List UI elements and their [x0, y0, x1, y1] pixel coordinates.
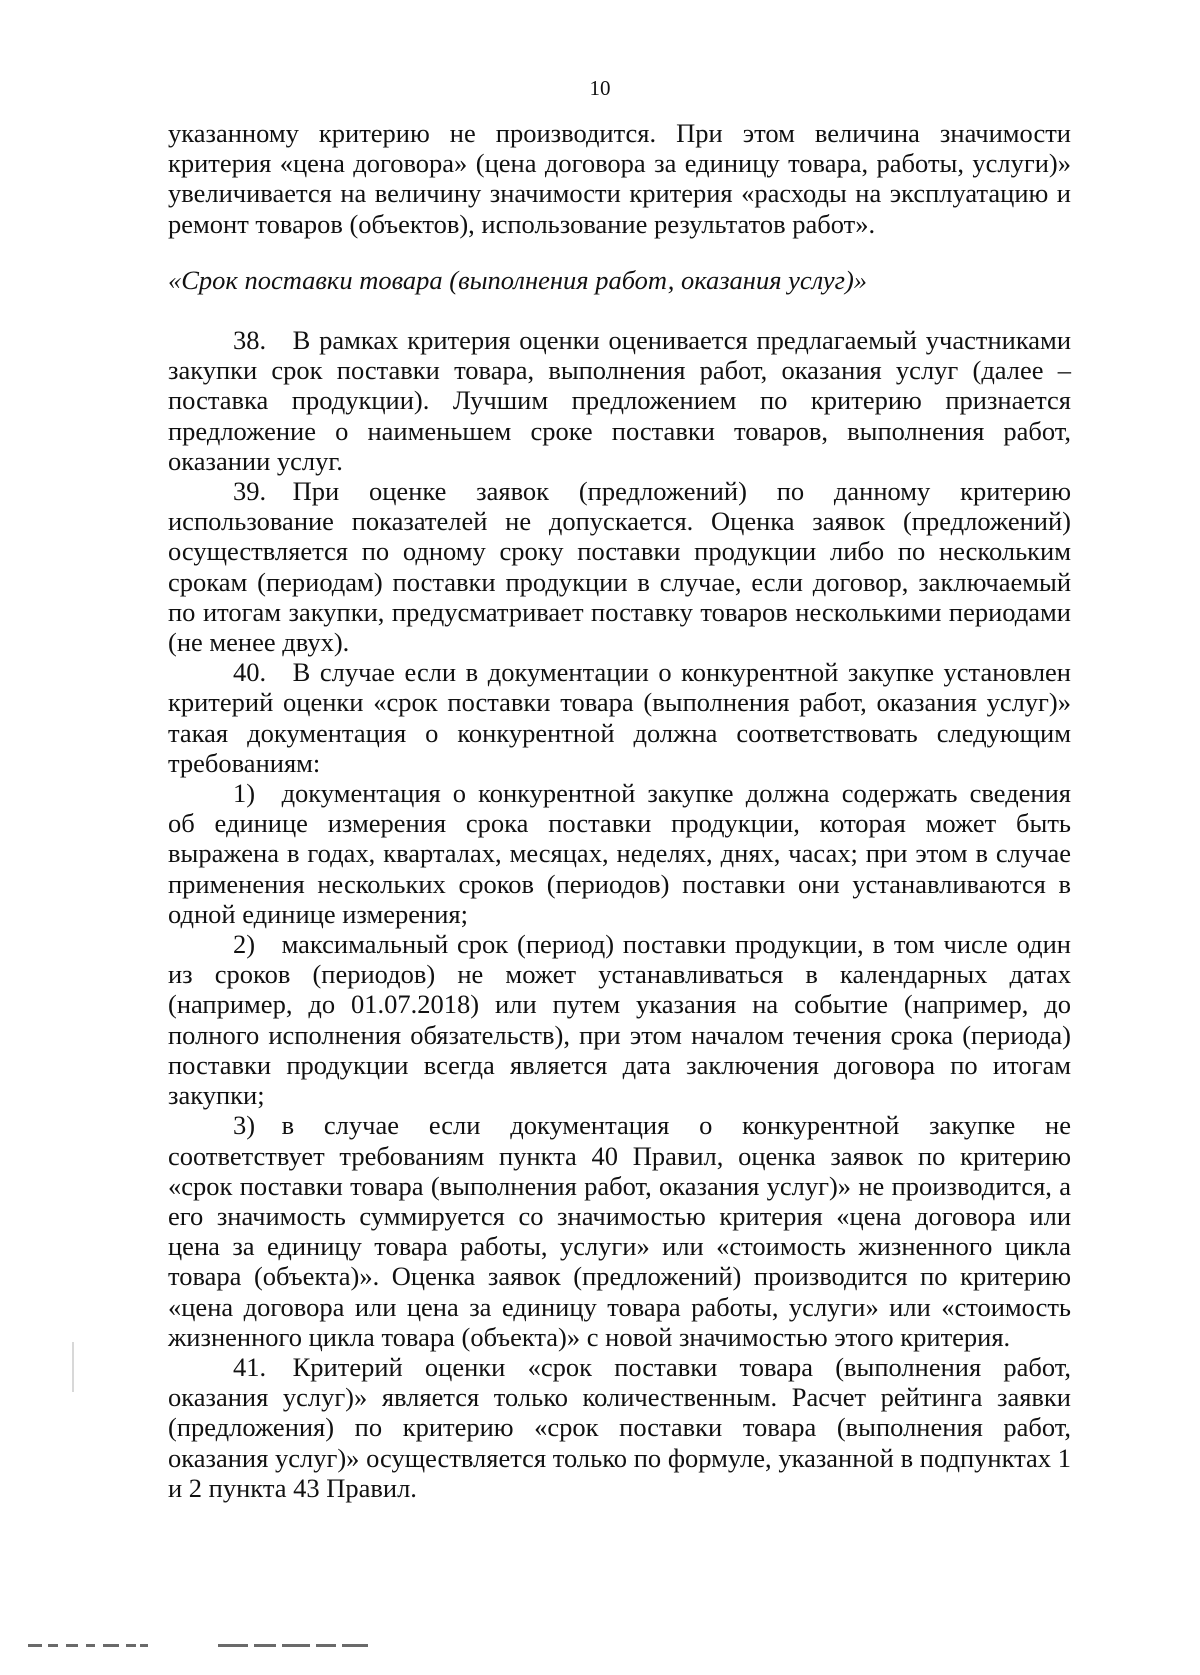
paragraph-intro: указанному критерию не производится. При этом величина значимости критерия «цена договора» (цена договора за единицу товара, работы, услуги)» увеличивается на величину значимости критерия «расходы на эксплуатацию и ремонт товаров (объектов), использование результатов работ».: [168, 118, 1071, 239]
scan-edge-mark: [72, 1342, 74, 1392]
paragraph-40-item-1: 1) документация о конкурентной закупке должна содержать сведения об единице измерения срока поставки продукции, которая может быть выражена в годах, кварталах, месяцах, неделях, днях, часах; при этом в случае применения нескольких сроков (периодов) поставки они устанавливаются в одной единице измерения;: [168, 778, 1071, 929]
document-body: [168, 118, 1071, 1503]
paragraph-38: 38. В рамках критерия оценки оценивается предлагаемый участниками закупки срок поставки товара, выполнения работ, оказания услуг (далее – поставка продукции). Лучшим предложением по критерию признается предложение о наименьшем сроке поставки товаров, выполнения работ, оказании услуг.: [168, 325, 1071, 476]
paragraph-40-item-2: 2) максимальный срок (период) поставки продукции, в том числе один из сроков (периодов) не может устанавливаться в календарных датах (например, до 01.07.2018) или путем указания на событие (например, до полного исполнения обязательств), при этом началом течения срока (периода) поставки продукции всегда является дата заключения договора по итогам закупки;: [168, 929, 1071, 1111]
page-number: 10: [589, 76, 611, 100]
section-heading: «Срок поставки товара (выполнения работ, оказания услуг)»: [168, 264, 868, 295]
paragraph-40-item-3: 3) в случае если документация о конкурентной закупке не соответствует требованиям пункта 40 Правил, оценка заявок по критерию «срок поставки товара (выполнения работ, оказания услуг)» не производится, а его значимость суммируется со значимостью критерия «цена договора или цена за единицу товара работы, услуги» или «стоимость жизненного цикла товара (объекта)». Оценка заявок (предложений) производится по критерию «цена договора или цена за единицу товара работы, услуги» или «стоимость жизненного цикла товара (объекта)» с новой значимостью этого критерия.: [168, 1110, 1071, 1352]
scan-artifact-marks: [28, 1644, 388, 1650]
paragraph-40: 40. В случае если в документации о конкурентной закупке установлен критерий оценки «срок поставки товара (выполнения работ, оказания услуг)» такая документация о конкурентной должна соответствовать следующим требованиям:: [168, 657, 1071, 778]
paragraph-41: 41. Критерий оценки «срок поставки товара (выполнения работ, оказания услуг)» является только количественным. Расчет рейтинга заявки (предложения) по критерию «срок поставки товара (выполнения работ, оказания услуг)» осуществляется только по формуле, указанной в подпунктах 1 и 2 пункта 43 Правил.: [168, 1351, 1071, 1503]
paragraph-39: 39. При оценке заявок (предложений) по данному критерию использование показателей не допускается. Оценка заявок (предложений) осуществляется по одному сроку поставки продукции либо по нескольким срокам (периодам) поставки продукции в случае, если договор, заключаемый по итогам закупки, предусматривает поставку товаров несколькими периодами (не менее двух).: [168, 476, 1071, 658]
